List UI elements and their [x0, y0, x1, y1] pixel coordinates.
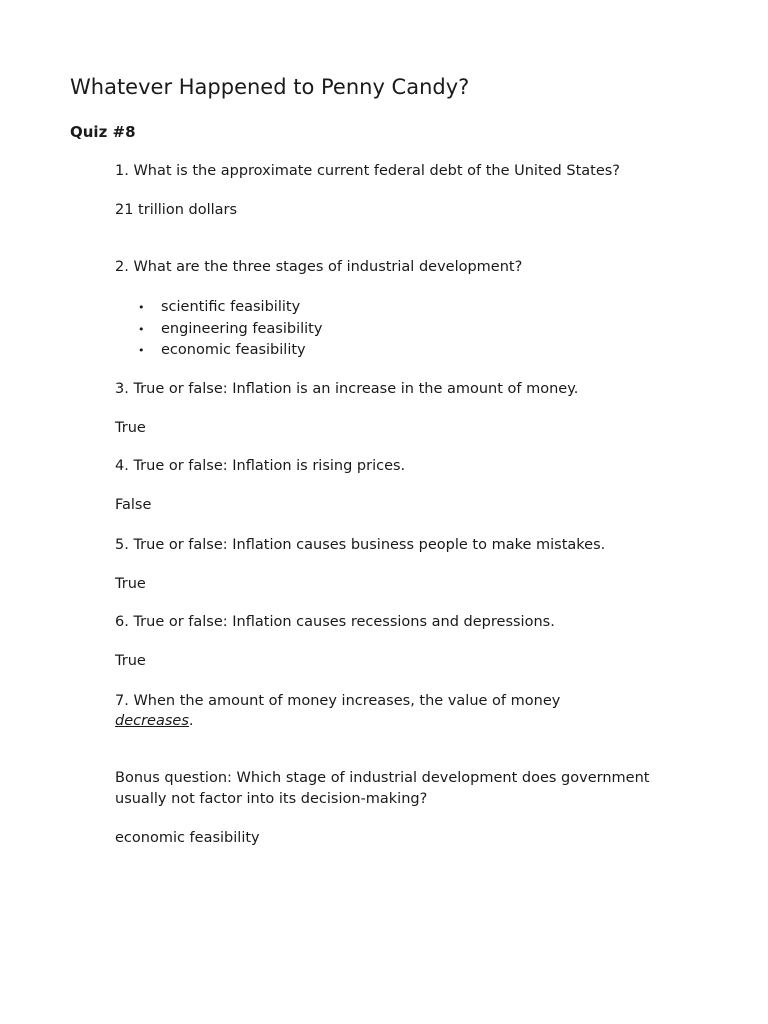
question-6: 6. True or false: Inflation causes recessions and depressions. [115, 614, 555, 630]
fill-in-answer: decreases [115, 713, 189, 729]
question-2: 2. What are the three stages of industrial development? [115, 259, 523, 275]
question-7: 7. When the amount of money increases, the value of money [115, 693, 561, 709]
bonus-answer: economic feasibility [115, 830, 260, 846]
question-3: 3. True or false: Inflation is an increase in the amount of money. [115, 381, 579, 397]
bonus-question: Bonus question: Which stage of industrial development does government [115, 770, 650, 786]
list-item: • economic feasibility [115, 340, 322, 362]
bonus-question-line-2: usually not factor into its decision-making? [115, 791, 428, 807]
list-item: • scientific feasibility [115, 297, 322, 319]
question-7-line-2: decreases. [115, 713, 194, 729]
question-1: 1. What is the approximate current federal debt of the United States? [115, 163, 620, 179]
question-4: 4. True or false: Inflation is rising prices. [115, 458, 406, 474]
bullet-icon: • [138, 301, 145, 314]
answer-5: True [115, 576, 146, 592]
quiz-label: Quiz #8 [70, 123, 136, 141]
answer-3: True [115, 420, 146, 436]
answer-2-list [115, 297, 322, 362]
document-title: Whatever Happened to Penny Candy? [70, 75, 470, 99]
list-item: • engineering feasibility [115, 319, 322, 341]
answer-1: 21 trillion dollars [115, 202, 238, 218]
bullet-icon: • [138, 344, 145, 357]
bullet-icon: • [138, 322, 145, 336]
answer-4: False [115, 497, 152, 513]
question-5: 5. True or false: Inflation causes business people to make mistakes. [115, 537, 606, 553]
answer-6: True [115, 653, 146, 669]
